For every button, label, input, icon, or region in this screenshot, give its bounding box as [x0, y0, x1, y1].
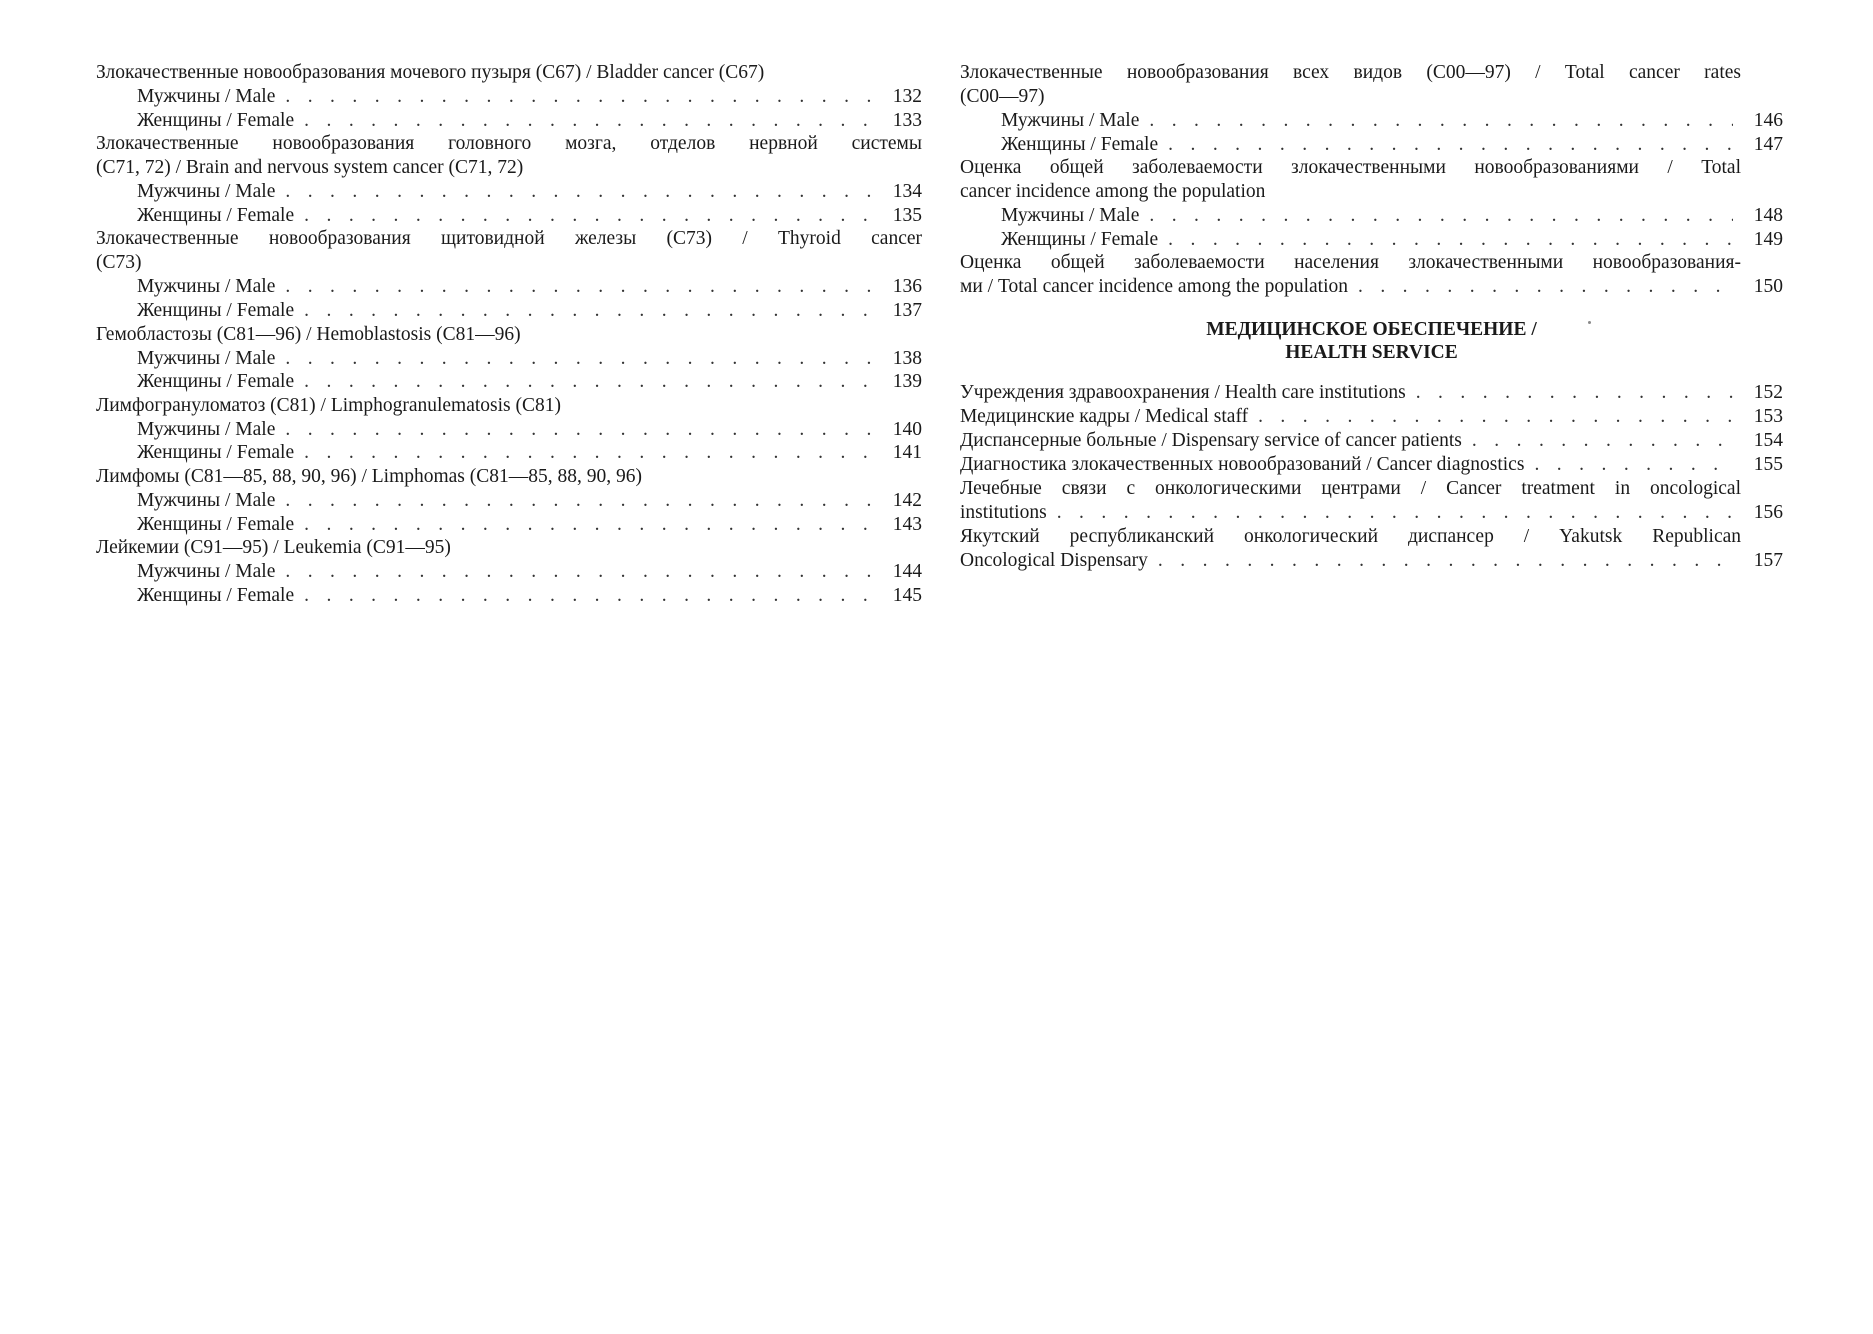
toc-heading-line1: Злокачественные новообразования головного мозга, отделов нервной системы [96, 133, 922, 155]
dot-leader [304, 370, 872, 394]
dot-leader [1258, 405, 1733, 429]
dot-leader [304, 109, 872, 133]
toc-page-number: 145 [892, 584, 922, 606]
toc-heading-line1: Злокачественные новообразования щитовидной железы (C73) / Thyroid cancer [96, 228, 922, 250]
toc-label: Медицинские кадры / Medical staff [960, 406, 1249, 428]
toc-sub-female[interactable] [960, 133, 1783, 157]
toc-entry-cancer-treatment[interactable] [960, 477, 1783, 525]
toc-label: Учреждения здравоохранения / Health care institutions [960, 382, 1406, 404]
toc-page-number: 136 [892, 276, 922, 298]
toc-sub-female[interactable] [96, 441, 922, 465]
toc-label: Диагностика злокачественных новообразований / Cancer diagnostics [960, 454, 1525, 476]
toc-heading: Лейкемии (C91—95) / Leukemia (C91—95) [96, 537, 451, 559]
toc-sub-female[interactable] [96, 204, 922, 228]
toc-page-number: 144 [892, 561, 922, 583]
toc-page-number: 157 [1753, 550, 1783, 572]
toc-entry-yakutsk-dispensary[interactable] [960, 525, 1783, 573]
toc-entry-health-care-institutions[interactable] [960, 381, 1783, 405]
dot-leader [304, 513, 872, 537]
toc-page-number: 153 [1753, 406, 1783, 428]
dot-leader [1149, 109, 1733, 133]
toc-page-number: 138 [892, 347, 922, 369]
toc-sub-female[interactable] [96, 109, 922, 133]
toc-page-number: 141 [892, 442, 922, 464]
section-title-line1: МЕДИЦИНСКОЕ ОБЕСПЕЧЕНИЕ / [1206, 319, 1537, 341]
toc-heading: Лимфогрануломатоз (C81) / Limphogranulematosis (C81) [96, 394, 562, 416]
toc-label: Женщины / Female [137, 299, 295, 321]
section-title-line2: HEALTH SERVICE [1285, 342, 1458, 364]
toc-label: Женщины / Female [1001, 133, 1159, 155]
toc-sub-male[interactable] [96, 180, 922, 204]
toc-right-column [960, 61, 1783, 573]
toc-label: Женщины / Female [137, 204, 295, 226]
toc-sub-male[interactable] [96, 275, 922, 299]
toc-entry-total-cancer [960, 61, 1783, 156]
toc-left-column [96, 61, 922, 607]
toc-sub-male[interactable] [960, 204, 1783, 228]
dot-leader [304, 299, 872, 323]
dot-leader [285, 560, 872, 584]
toc-label: Женщины / Female [137, 513, 295, 535]
toc-page-number: 137 [892, 299, 922, 321]
toc-sub-male[interactable] [96, 347, 922, 371]
toc-label: Женщины / Female [1001, 228, 1159, 250]
dot-leader [285, 418, 872, 442]
toc-page-number: 140 [892, 418, 922, 440]
toc-entry-limphomas [96, 465, 922, 536]
toc-heading-line1: Злокачественные новообразования всех видов (C00—97) / Total cancer rates [960, 62, 1741, 83]
toc-entry-brain [96, 132, 922, 227]
toc-label: Мужчины / Male [137, 276, 276, 298]
toc-heading-line2: (C71, 72) / Brain and nervous system cancer (C71, 72) [96, 157, 524, 179]
toc-page-number: 132 [892, 86, 922, 107]
toc-heading-line1: Оценка общей заболеваемости злокачественными новообразованиями / Total [960, 157, 1741, 179]
toc-heading: Лимфомы (C81—85, 88, 90, 96) / Limphomas (C81—85, 88, 90, 96) [96, 465, 643, 487]
toc-sub-female[interactable] [96, 584, 922, 608]
dot-leader [304, 204, 872, 228]
toc-label: Мужчины / Male [1001, 110, 1140, 131]
dot-leader [285, 275, 872, 299]
scan-speck [1588, 321, 1591, 324]
toc-label: Женщины / Female [137, 442, 295, 464]
toc-sub-female[interactable] [96, 370, 922, 394]
toc-label: Мужчины / Male [137, 561, 276, 583]
toc-label: Женщины / Female [137, 109, 295, 131]
toc-label: Женщины / Female [137, 371, 295, 393]
toc-label: Oncological Dispensary [960, 550, 1148, 572]
toc-heading: Гемобластозы (C81—96) / Hemoblastosis (C81—96) [96, 323, 521, 345]
toc-entry-bladder [96, 61, 922, 132]
toc-heading-line2: (C00—97) [960, 86, 1045, 107]
toc-entry-assessment [960, 156, 1783, 251]
toc-sub-male[interactable] [96, 85, 922, 109]
toc-page-number: 147 [1753, 133, 1783, 155]
dot-leader [1416, 381, 1733, 405]
dot-leader [304, 441, 872, 465]
dot-leader [304, 584, 872, 608]
dot-leader [1149, 204, 1733, 228]
toc-page-number: 149 [1753, 228, 1783, 250]
toc-page-number: 142 [892, 489, 922, 511]
toc-page-number: 135 [892, 204, 922, 226]
dot-leader [285, 347, 872, 371]
toc-entry-leukemia [96, 536, 922, 607]
toc-entry-limphogranulematosis [96, 394, 922, 465]
dot-leader [1168, 133, 1733, 157]
toc-heading-line1: Якутский республиканский онкологический диспансер / Yakutsk Republican [960, 526, 1741, 548]
toc-page-number: 152 [1753, 382, 1783, 404]
toc-page-number: 148 [1753, 205, 1783, 227]
dot-leader [285, 489, 872, 513]
toc-label: Мужчины / Male [137, 86, 276, 107]
toc-label: Мужчины / Male [137, 347, 276, 369]
toc-label: Мужчины / Male [1001, 205, 1140, 227]
toc-entry-cancer-diagnostics[interactable] [960, 453, 1783, 477]
toc-page-number: 155 [1753, 454, 1783, 476]
dot-leader [1057, 501, 1733, 525]
toc-page-number: 156 [1753, 502, 1783, 524]
toc-entry-thyroid [96, 227, 922, 322]
dot-leader [285, 85, 872, 109]
toc-row [960, 275, 1783, 299]
toc-label: ми / Total cancer incidence among the population [960, 276, 1348, 298]
toc-heading-line1: Лечебные связи с онкологическими центрами / Cancer treatment in oncological [960, 478, 1741, 500]
toc-page-number: 139 [892, 371, 922, 393]
toc-sub-female[interactable] [96, 299, 922, 323]
dot-leader [1358, 275, 1733, 299]
toc-sub-male[interactable] [96, 560, 922, 584]
toc-label: Мужчины / Male [137, 181, 276, 203]
toc-page-number: 134 [892, 181, 922, 203]
toc-heading: Злокачественные новообразования мочевого пузыря (C67) / Bladder cancer (C67) [96, 62, 765, 83]
toc-page-number: 154 [1753, 430, 1783, 452]
toc-sub-male[interactable] [96, 418, 922, 442]
toc-page-number: 133 [892, 109, 922, 131]
dot-leader [1158, 549, 1733, 573]
toc-label: Мужчины / Male [137, 489, 276, 511]
toc-row [960, 501, 1783, 525]
dot-leader [1472, 429, 1733, 453]
toc-label: Женщины / Female [137, 584, 295, 606]
dot-leader [285, 180, 872, 204]
toc-sub-male[interactable] [960, 109, 1783, 133]
toc-heading-line2: cancer incidence among the population [960, 181, 1266, 203]
toc-label: Мужчины / Male [137, 418, 276, 440]
toc-heading-line2: (C73) [96, 252, 142, 274]
toc-entry-medical-staff[interactable] [960, 405, 1783, 429]
toc-entry-hemoblastosis [96, 323, 922, 394]
toc-label: institutions [960, 502, 1047, 524]
toc-sub-female[interactable] [960, 228, 1783, 252]
toc-heading-line1: Оценка общей заболеваемости населения злокачественными новообразования- [960, 252, 1741, 274]
toc-page-number: 146 [1753, 110, 1783, 131]
toc-label: Диспансерные больные / Dispensary service of cancer patients [960, 430, 1462, 452]
toc-sub-male[interactable] [96, 489, 922, 513]
section-title-health-service [960, 318, 1783, 364]
dot-leader [1534, 453, 1733, 477]
toc-page-number: 150 [1753, 276, 1783, 298]
toc-page-number: 143 [892, 513, 922, 535]
dot-leader [1168, 228, 1733, 252]
toc-sub-female[interactable] [96, 513, 922, 537]
toc-entry-population[interactable] [960, 251, 1783, 299]
toc-row [960, 549, 1783, 573]
toc-entry-dispensary-service[interactable] [960, 429, 1783, 453]
